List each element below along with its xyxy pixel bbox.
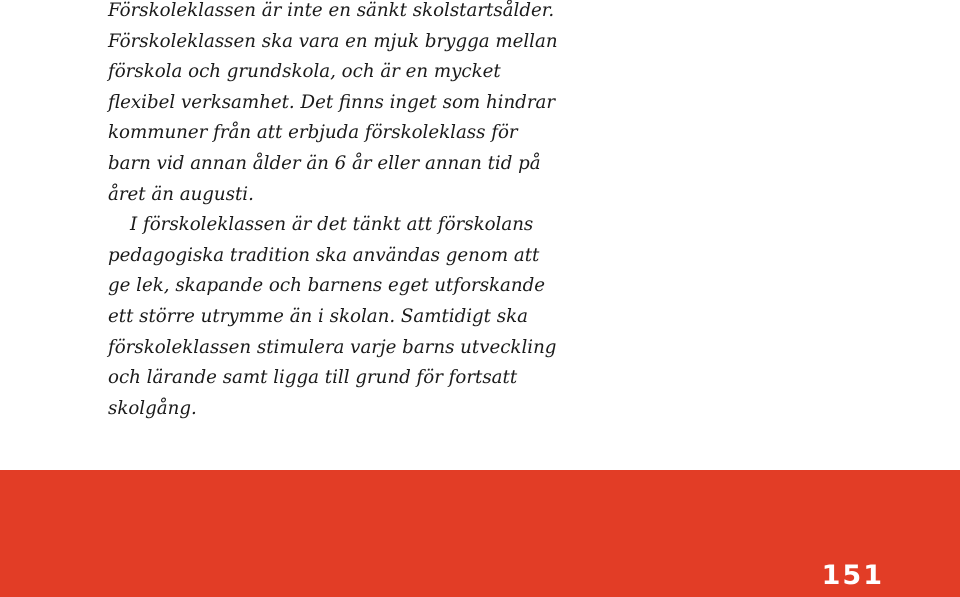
page-number: 151 <box>821 560 884 591</box>
body-text <box>108 0 628 424</box>
text-line: förskola och grundskola, och är en mycket <box>108 61 501 83</box>
text-line: Förskoleklassen är inte en sänkt skolstartsålder. <box>108 0 555 21</box>
text-line: ett större utrymme än i skolan. Samtidigt ska <box>108 305 528 327</box>
text-line: Förskoleklassen ska vara en mjuk brygga mellan <box>108 30 558 52</box>
text-line: och lärande samt ligga till grund för fortsatt <box>108 367 518 389</box>
paragraph-start-line: I förskoleklassen är det tänkt att förskolans <box>130 214 534 236</box>
text-line: ge lek, skapande och barnens eget utforskande <box>108 275 546 297</box>
text-line: året än augusti. <box>108 183 254 205</box>
text-line: barn vid annan ålder än 6 år eller annan tid på <box>108 152 541 174</box>
footer-band <box>0 470 960 597</box>
text-line: förskoleklassen stimulera varje barns utveckling <box>108 336 557 358</box>
text-line: kommuner från att erbjuda förskoleklass för <box>108 122 518 144</box>
text-line: flexibel verksamhet. Det finns inget som hindrar <box>108 91 556 113</box>
text-line: pedagogiska tradition ska användas genom att <box>108 244 540 266</box>
text-line: skolgång. <box>108 397 197 419</box>
